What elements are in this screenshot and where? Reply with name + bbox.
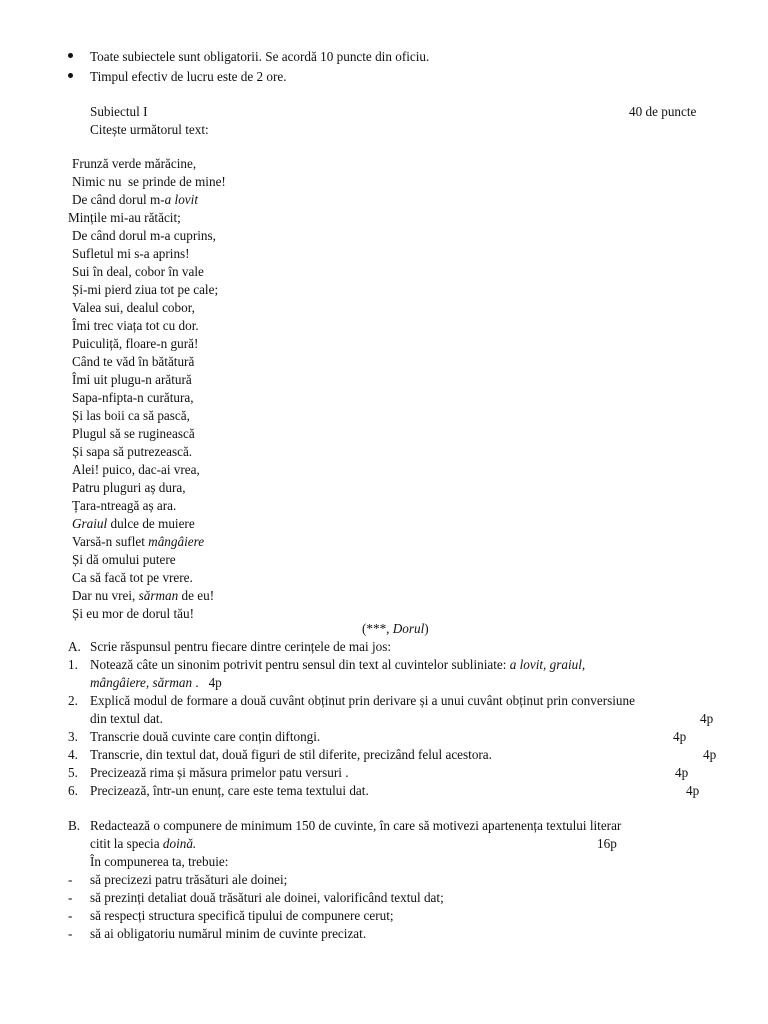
poem-line: Și dă omului putere — [72, 552, 176, 567]
item-6-points: 4p — [686, 783, 700, 798]
item-6-text: Precizează, într-un enunț, care este tema textului dat. — [90, 783, 369, 798]
section-a-title: Scrie răspunsul pentru fiecare dintre cerințele de mai jos: — [90, 639, 391, 654]
poem-line: Sui în deal, cobor în vale — [72, 264, 204, 279]
poem-source: (***, Dorul) — [362, 621, 429, 636]
item-3-text: Transcrie două cuvinte care conțin diftongi. — [90, 729, 321, 744]
poem-line: Patru pluguri aș dura, — [72, 480, 186, 495]
poem-line: Țara-ntreagă aș ara. — [72, 498, 177, 513]
poem-line: Sapa-nfipta-n curătura, — [72, 390, 194, 405]
rules-line: Toate subiectele sunt obligatorii. Se acordă 10 puncte din oficiu. — [90, 49, 430, 64]
poem-line: Și las boii ca să pască, — [72, 408, 190, 423]
item-number: 5. — [68, 765, 78, 780]
item-number: 2. — [68, 693, 78, 708]
poem-line: Nimic nu se prinde de mine! — [72, 174, 226, 189]
item-2-points: 4p — [700, 711, 714, 726]
section-b-letter: B. — [68, 818, 81, 833]
poem-line: Îmi trec viața tot cu dor. — [72, 318, 199, 333]
poem-line: Și-mi pierd ziua tot pe cale; — [72, 282, 219, 297]
dash-marker: - — [68, 890, 73, 905]
section-b-intro: În compunerea ta, trebuie: — [90, 854, 229, 869]
poem-line: Și sapa să putrezească. — [72, 444, 193, 459]
poem-line: Graiul dulce de muiere — [72, 516, 195, 531]
rules-line: Timpul efectiv de lucru este de 2 ore. — [90, 69, 287, 84]
item-4-points: 4p — [703, 747, 717, 762]
bullet-icon — [68, 73, 73, 78]
poem-line: Varsă-n suflet mângâiere — [72, 534, 205, 549]
section-b-points: 16p — [597, 836, 617, 851]
poem-line: Îmi uit plugu-n arătură — [72, 372, 192, 387]
item-1-text-cont: mângâiere, sărman . 4p — [90, 675, 222, 690]
item-5-points: 4p — [675, 765, 689, 780]
poem-line: Și eu mor de dorul tău! — [72, 606, 194, 621]
subject-instruction: Citește următorul text: — [90, 122, 209, 137]
section-a-letter: A. — [68, 639, 81, 654]
poem-line: De când dorul m-a lovit — [72, 192, 198, 207]
item-4-text: Transcrie, din textul dat, două figuri de stil diferite, precizând felul acestora. — [90, 747, 492, 762]
section-b-task: Redactează o compunere de minimum 150 de cuvinte, în care să motivezi apartenența textului literar — [90, 818, 622, 833]
poem-line: Frunză verde mărăcine, — [72, 156, 197, 171]
item-5-text: Precizează rima și măsura primelor patu versuri . — [90, 765, 349, 780]
item-2-text-cont: din textul dat. — [90, 711, 163, 726]
subject-points: 40 de puncte — [629, 104, 697, 119]
item-number: 3. — [68, 729, 78, 744]
bullet-icon — [68, 53, 73, 58]
item-number: 1. — [68, 657, 78, 672]
dash-marker: - — [68, 926, 73, 941]
requirement-item: să respecți structura specifică tipului de compunere cerut; — [90, 908, 394, 923]
poem-line: Ca să facă tot pe vrere. — [72, 570, 193, 585]
subject-title: Subiectul I — [90, 104, 148, 119]
poem-line: De când dorul m-a cuprins, — [72, 228, 216, 243]
poem-line: Puiculiță, floare-n gură! — [72, 336, 199, 351]
poem-line: Valea sui, dealul cobor, — [72, 300, 195, 315]
requirement-item: să prezinți detaliat două trăsături ale doinei, valorificând textul dat; — [90, 890, 444, 905]
poem-line: Plugul să se ruginească — [72, 426, 195, 441]
requirement-item: să ai obligatoriu numărul minim de cuvinte precizat. — [90, 926, 367, 941]
section-b-task-cont: citit la specia doină. — [90, 836, 197, 851]
poem-line: Sufletul mi s-a aprins! — [72, 246, 190, 261]
poem-line: Alei! puico, dac-ai vrea, — [72, 462, 200, 477]
requirement-item: să precizezi patru trăsături ale doinei; — [90, 872, 288, 887]
item-number: 6. — [68, 783, 78, 798]
dash-marker: - — [68, 872, 73, 887]
item-2-text: Explică modul de formare a două cuvânt obținut prin derivare și a unui cuvânt obținut prin conversiune — [90, 693, 635, 708]
poem-line: Mințile mi-au rătăcit; — [68, 210, 181, 225]
item-3-points: 4p — [673, 729, 687, 744]
poem-line: Dar nu vrei, sărman de eu! — [72, 588, 215, 603]
item-1-text: Notează câte un sinonim potrivit pentru sensul din text al cuvintelor subliniate: a lovit, graiul, — [90, 657, 586, 672]
dash-marker: - — [68, 908, 73, 923]
item-number: 4. — [68, 747, 78, 762]
poem-line: Când te văd în bătătură — [72, 354, 195, 369]
